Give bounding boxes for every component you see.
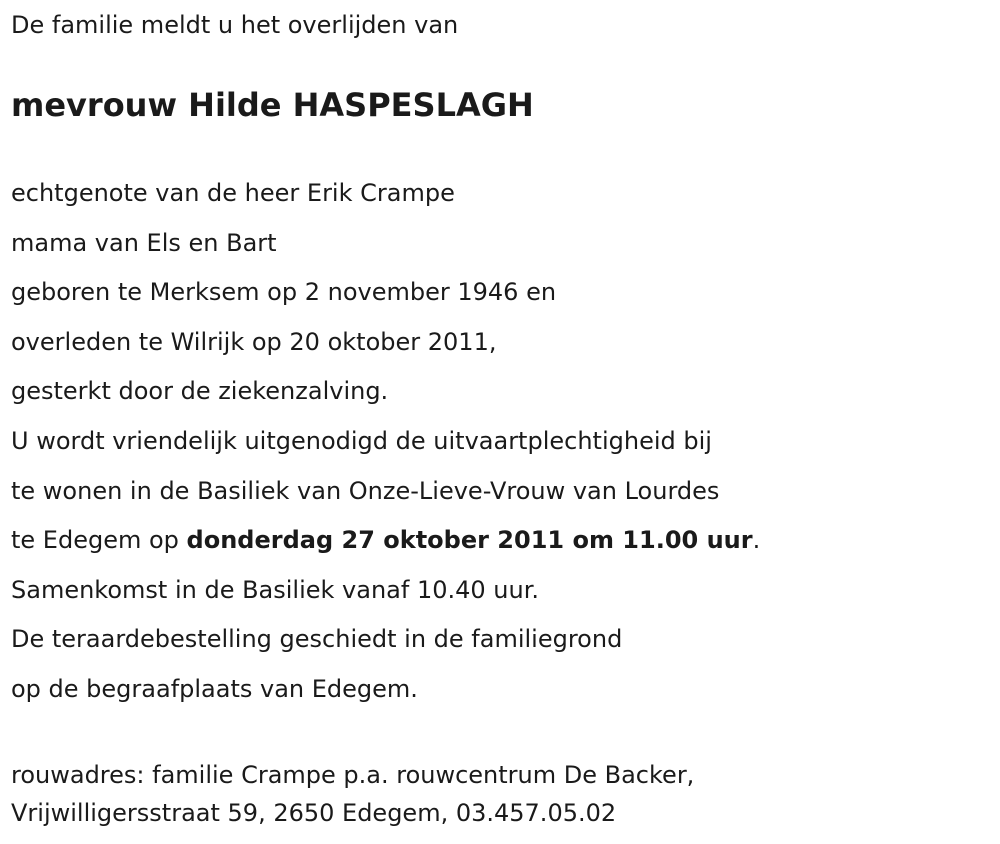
notice-body [11, 177, 760, 723]
invitation-line: U wordt vriendelijk uitgenodigd de uitvaartplechtigheid bij [11, 426, 712, 455]
burial-line: De teraardebestelling geschiedt in de familiegrond [11, 625, 623, 654]
intro-text: De familie meldt u het overlijden van [11, 11, 459, 39]
sacrament-line: gesterkt door de ziekenzalving. [11, 377, 389, 406]
deceased-name: mevrouw Hilde HASPESLAGH [11, 86, 534, 124]
church-line: te wonen in de Basiliek van Onze-Lieve-Vrouw van Lourdes [11, 476, 720, 505]
cemetery-line: op de begraafplaats van Edegem. [11, 674, 418, 703]
ceremony-suffix: . [752, 526, 761, 555]
ceremony-line [11, 524, 760, 574]
spouse-line: echtgenote van de heer Erik Crampe [11, 179, 455, 207]
gathering-line: Samenkomst in de Basiliek vanaf 10.40 uur. [11, 575, 540, 604]
death-line: overleden te Wilrijk op 20 oktober 2011, [11, 327, 497, 356]
address-line-2: Vrijwilligersstraat 59, 2650 Edegem, 03.457.05.02 [11, 799, 617, 827]
ceremony-prefix: te Edegem op [11, 526, 187, 555]
ceremony-datetime: donderdag 27 oktober 2011 om 11.00 uur [186, 526, 753, 555]
children-line: mama van Els en Bart [11, 228, 277, 257]
mourning-address [11, 756, 694, 832]
birth-line: geboren te Merksem op 2 november 1946 en [11, 278, 557, 307]
address-line-1: rouwadres: familie Crampe p.a. rouwcentrum De Backer, [11, 761, 695, 789]
